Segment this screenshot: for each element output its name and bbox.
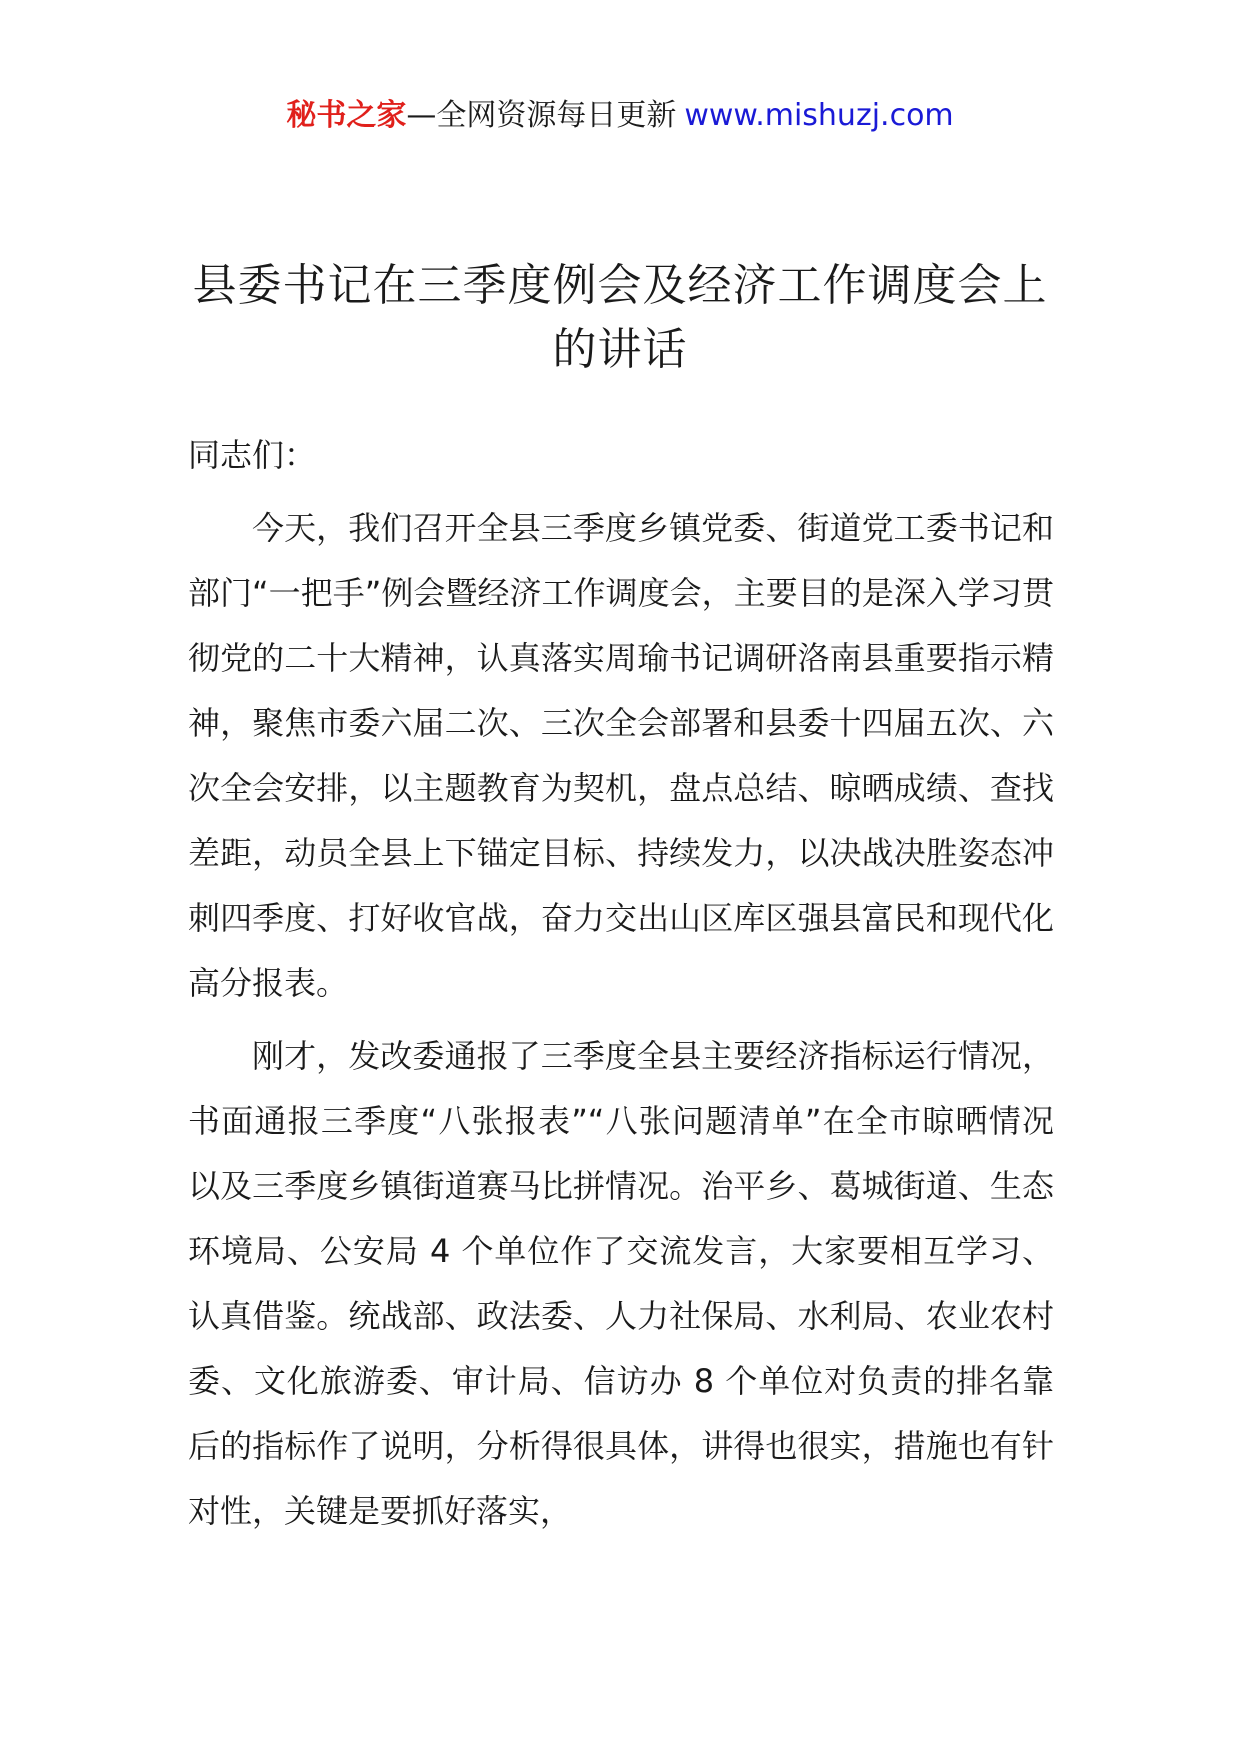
paragraph-2: 刚才，发改委通报了三季度全县主要经济指标运行情况，书面通报三季度“八张报表”“八张问题清单”在全市晾晒情况以及三季度乡镇街道赛马比拼情况。治平乡、葛城街道、生态环境局、公安局 4 个单位作了交流发言，大家要相互学习、认真借鉴。统战部、政法委、人力社保局、水利局、农业农村委、文化旅游委、审计局、信访办 8 个单位对负责的排名靠后的指标作了说明，分析得很具体，讲得也很实，措施也有针对性，关键是要抓好落实， xyxy=(188,1037,1054,1530)
site-header xyxy=(0,96,1240,136)
document-body xyxy=(188,423,1054,1552)
salutation: 同志们： xyxy=(188,436,317,474)
website-link[interactable]: www.mishuzj.com xyxy=(684,98,954,133)
document-title: 县委书记在三季度例会及经济工作调度会上的讲话 xyxy=(192,260,1048,375)
header-tagline: —全网资源每日更新 xyxy=(406,98,677,133)
brand-name: 秘书之家 xyxy=(286,98,407,133)
paragraph-1: 今天，我们召开全县三季度乡镇党委、街道党工委书记和部门“一把手”例会暨经济工作调度会，主要目的是深入学习贯彻党的二十大精神，认真落实周瑜书记调研洛南县重要指示精神，聚焦市委六届二次、三次全会部署和县委十四届五次、六次全会安排，以主题教育为契机，盘点总结、晾晒成绩、查找差距，动员全县上下锚定目标、持续发力，以决战决胜姿态冲刺四季度、打好收官战，奋力交出山区库区强县富民和现代化高分报表。 xyxy=(188,509,1054,1002)
